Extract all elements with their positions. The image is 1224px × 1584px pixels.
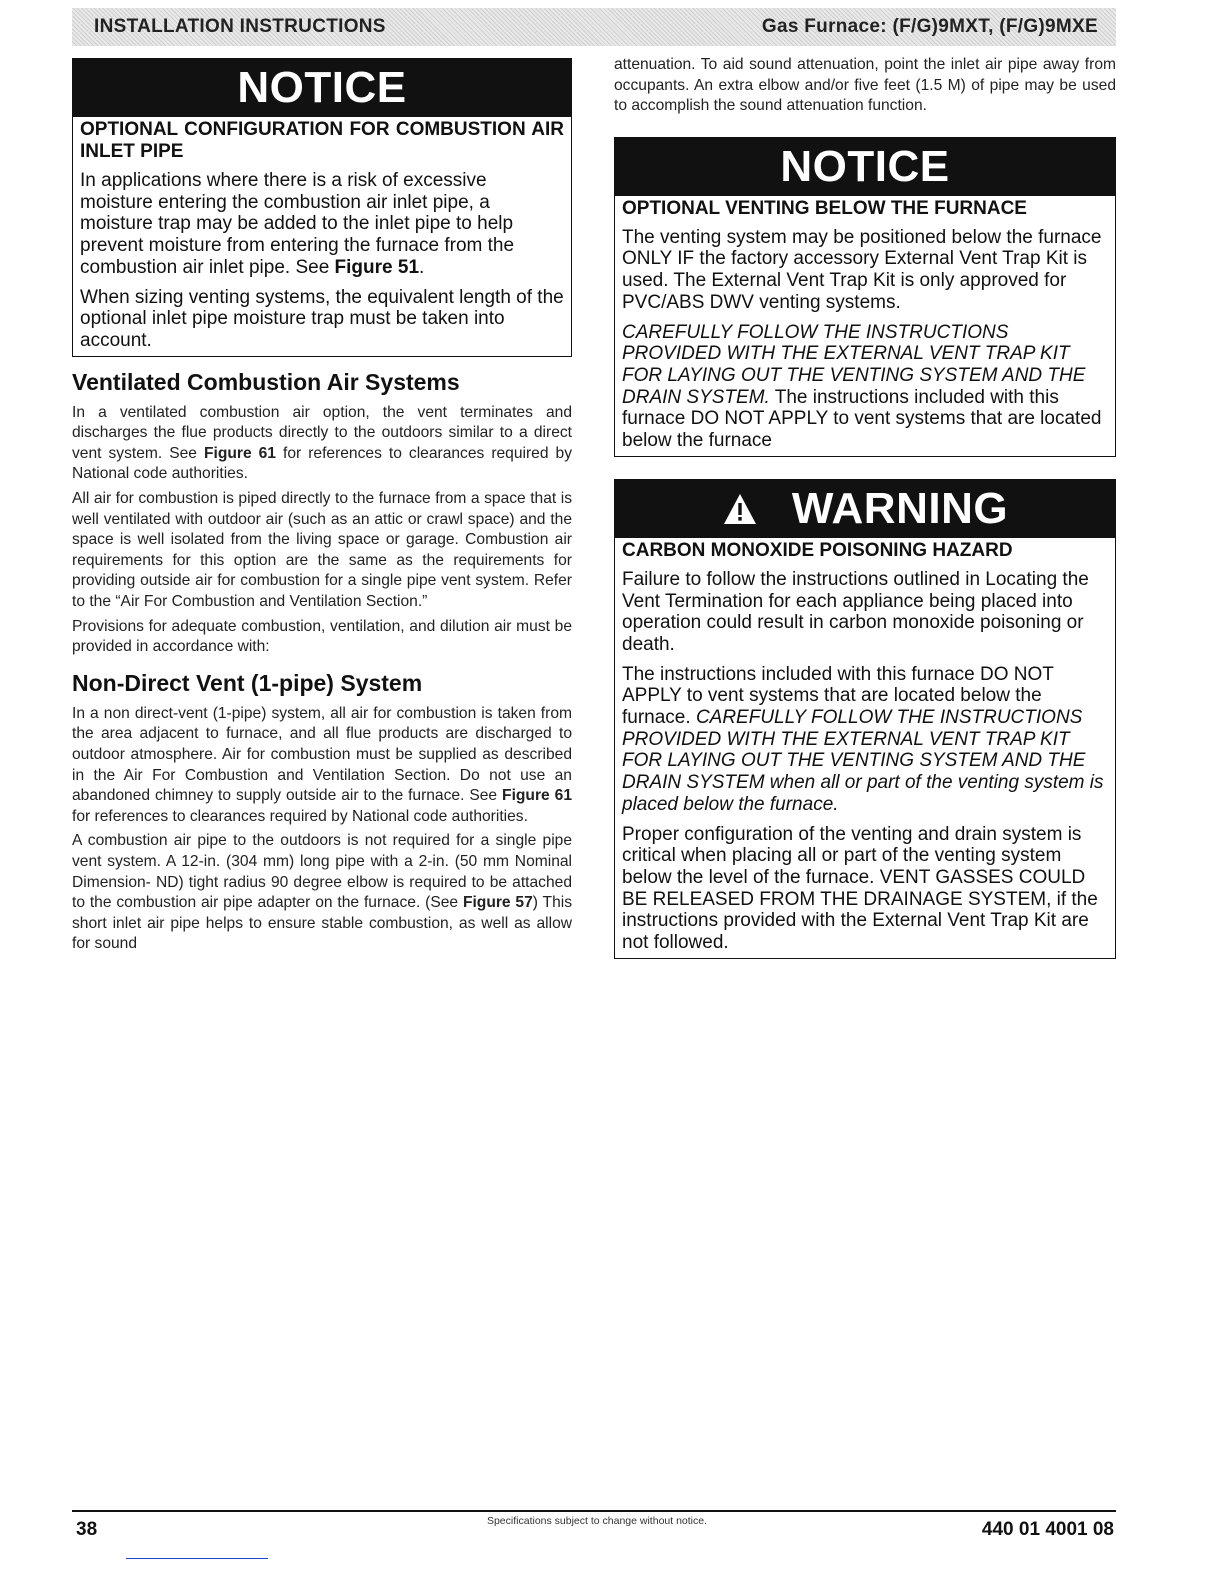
body-paragraph: In a non direct-vent (1-pipe) system, all air for combustion is taken from the area adjacent to furnace, and all flue products are discharged to outdoor atmosphere. Air for combustion must be supplied as described in the Air For Combustion and Ventilation Section. Do not use an abandoned chimney to supply outside air to the furnace. See Figure 61 for references to clearances required by National code authorities.	[72, 704, 572, 825]
body-paragraph: Provisions for adequate combustion, ventilation, and dilution air must be provided in accordance with:	[72, 617, 572, 656]
warning-triangle-icon	[722, 492, 758, 526]
notice-paragraph: CAREFULLY FOLLOW THE INSTRUCTIONS PROVIDED WITH THE EXTERNAL VENT TRAP KIT FOR LAYING OUT THE VENTING SYSTEM AND THE DRAIN SYSTEM. The instructions included with this furnace DO NOT APPLY to vent systems that are located below the furnace	[622, 321, 1102, 452]
warning-paragraph: Failure to follow the instructions outlined in Locating the Vent Termination for each appliance being placed into operation could result in carbon monoxide poisoning or death.	[622, 568, 1089, 655]
figure-reference: Figure 57	[462, 894, 533, 912]
section-heading-ventilated: Ventilated Combustion Air Systems	[72, 368, 460, 395]
section-heading-nondirect: Non-Direct Vent (1-pipe) System	[72, 669, 423, 696]
header-left-title: INSTALLATION INSTRUCTIONS	[94, 16, 386, 37]
figure-reference: Figure 61	[502, 787, 572, 805]
warning-box	[614, 479, 1116, 959]
body-paragraph: All air for combustion is piped directly to the furnace from a space that is well ventilated with outdoor air (such as an attic or crawl space) and the space is well isolated from the living space or garage. Combustion air requirements for this option are the same as the requirements for providing outside air for combustion for a single pipe vent system. Refer to the “Air For Combustion and Ventilation Section.”	[72, 490, 572, 610]
notice-title: OPTIONAL VENTING BELOW THE FURNACE	[622, 197, 1027, 219]
notice-title: OPTIONAL CONFIGURATION FOR COMBUSTION AIR INLET PIPE	[80, 119, 564, 162]
left-column	[72, 58, 572, 959]
notice-paragraph: When sizing venting systems, the equivalent length of the optional inlet pipe moisture trap must be taken into account.	[80, 286, 564, 351]
footer-rule	[72, 1510, 1116, 1512]
page-number: 38	[76, 1519, 98, 1540]
warning-title: CARBON MONOXIDE POISONING HAZARD	[622, 539, 1013, 561]
body-paragraph: A combustion air pipe to the outdoors is not required for a single pipe vent system. A 12-in. (304 mm) long pipe with a 2-in. (50 mm Nominal Dimension- ND) tight radius 90 degree elbow is required to be attached to the combustion air pipe adapter on the furnace. (See Figure 57) This short inlet air pipe helps to ensure stable combustion, as well as allow for sound	[72, 832, 573, 953]
footer-note: Specifications subject to change without notice.	[486, 1515, 708, 1527]
body-paragraph: In a ventilated combustion air option, the vent terminates and discharges the flue products directly to the outdoors similar to a direct vent system. See Figure 61 for references to clearances required by National code authorities.	[72, 403, 573, 483]
page-header	[72, 8, 1116, 46]
warning-paragraph: The instructions included with this furnace DO NOT APPLY to vent systems that are located below the furnace. CAREFULLY FOLLOW THE INSTRUCTIONS PROVIDED WITH THE EXTERNAL VENT TRAP KIT FOR LAYING OUT THE VENTING SYSTEM AND THE DRAIN SYSTEM when all or part of the venting system is placed below the furnace.	[622, 663, 1104, 815]
figure-reference: Figure 51	[334, 256, 420, 278]
notice-paragraph: In applications where there is a risk of excessive moisture entering the combustion air inlet pipe, a moisture trap may be added to the inlet pipe to help prevent moisture from entering the furnace from the combustion air inlet pipe. See Figure 51.	[80, 170, 515, 278]
notice-paragraph: The venting system may be positioned below the furnace ONLY IF the factory accessory External Vent Trap Kit is used. The External Vent Trap Kit is only approved for PVC/ABS DWV venting systems.	[622, 226, 1102, 313]
notice-label: NOTICE	[615, 138, 1115, 196]
notice-box-venting	[614, 137, 1116, 457]
warning-label: WARNING	[791, 483, 1009, 533]
warning-paragraph: Proper configuration of the venting and drain system is critical when placing all or part of the venting system below the level of the furnace. VENT GASSES COULD BE RELEASED FROM THE DRAINAGE SYSTEM, if the instructions provided with the External Vent Trap Kit are not followed.	[622, 823, 1098, 954]
body-paragraph: attenuation. To aid sound attenuation, point the inlet air pipe away from occupants. An extra elbow and/or five feet (1.5 M) of pipe may be used to accomplish the sound attenuation function.	[614, 56, 1116, 115]
decorative-line	[126, 1558, 268, 1559]
document-number: 440 01 4001 08	[981, 1519, 1114, 1540]
header-right-title: Gas Furnace: (F/G)9MXT, (F/G)9MXE	[761, 16, 1098, 37]
figure-reference: Figure 61	[203, 444, 276, 462]
notice-box-inlet	[72, 58, 572, 357]
notice-label: NOTICE	[73, 59, 571, 117]
warning-banner	[615, 480, 1115, 538]
right-column	[614, 55, 1116, 959]
